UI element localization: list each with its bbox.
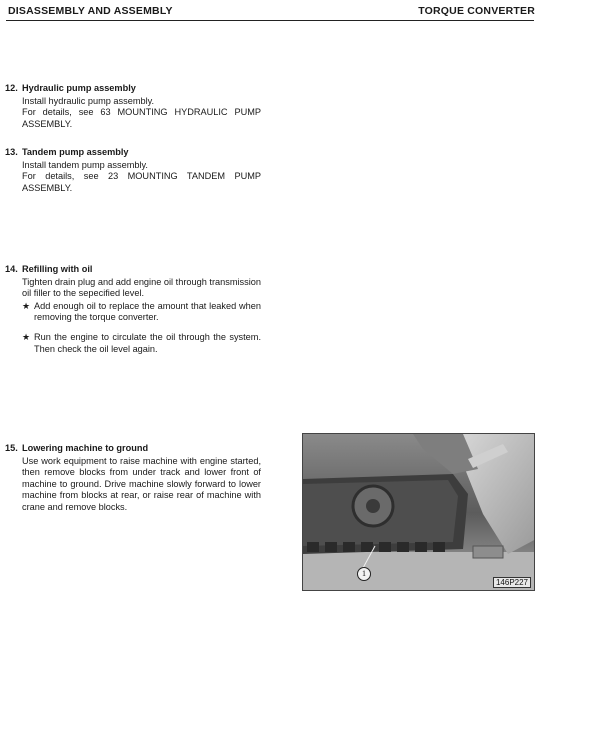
note-text: Run the engine to circulate the oil through the system. Then check the oil level again.: [34, 331, 261, 354]
step-number: 13.: [5, 147, 18, 157]
photo-reference-code: 146P227: [493, 577, 531, 588]
step-heading: [5, 147, 261, 159]
note-text: Add enough oil to replace the amount that leaked when removing the torque converter.: [34, 300, 261, 323]
step-title: Hydraulic pump assembly: [22, 83, 136, 93]
step-instruction: Install tandem pump assembly.: [22, 159, 148, 170]
step-refilling-with-oil: [5, 264, 261, 355]
step-heading: [5, 83, 261, 95]
step-title: Tandem pump assembly: [22, 147, 129, 157]
step-number: 14.: [5, 264, 18, 274]
step-instruction: Install hydraulic pump assembly.: [22, 95, 155, 106]
step-body: [5, 277, 261, 356]
step-heading: [5, 264, 261, 276]
step-number: 15.: [5, 443, 18, 453]
star-note-icon: ★: [22, 331, 31, 342]
step-title: Lowering machine to ground: [22, 443, 149, 453]
header-rule: [6, 20, 534, 21]
header-section-title: DISASSEMBLY AND ASSEMBLY: [8, 5, 173, 17]
step-number: 12.: [5, 83, 18, 93]
callout-marker: 1: [357, 567, 371, 581]
step-note: [22, 332, 261, 355]
star-note-icon: ★: [22, 300, 31, 311]
page-header: [0, 0, 597, 22]
step-reference: For details, see 63 MOUNTING HYDRAULIC PUMP ASSEMBLY.: [22, 107, 261, 129]
step-note: [22, 301, 261, 324]
step-hydraulic-pump-assembly: [5, 83, 261, 130]
step-instruction: Tighten drain plug and add engine oil through transmission oil filler to the sepecified level.: [22, 276, 261, 299]
step-tandem-pump-assembly: [5, 147, 261, 194]
photo-illustration: [303, 434, 535, 591]
step-body: [5, 160, 261, 195]
step-lowering-machine-to-ground: [5, 443, 261, 514]
header-component-title: TORQUE CONVERTER: [418, 5, 535, 17]
step-title: Refilling with oil: [22, 264, 93, 274]
step-instruction: Use work equipment to raise machine with engine started, then remove blocks from under track and lower front of machine to ground. Drive machine slowly forward to lower machine from blocks at rear, or raise rear of machine with crane and remove blocks.: [22, 455, 261, 512]
step-body: [5, 456, 261, 514]
step-heading: [5, 443, 261, 455]
step-reference: For details, see 23 MOUNTING TANDEM PUMP ASSEMBLY.: [22, 171, 261, 193]
step-body: [5, 96, 261, 131]
machine-track-photo: [302, 433, 535, 591]
